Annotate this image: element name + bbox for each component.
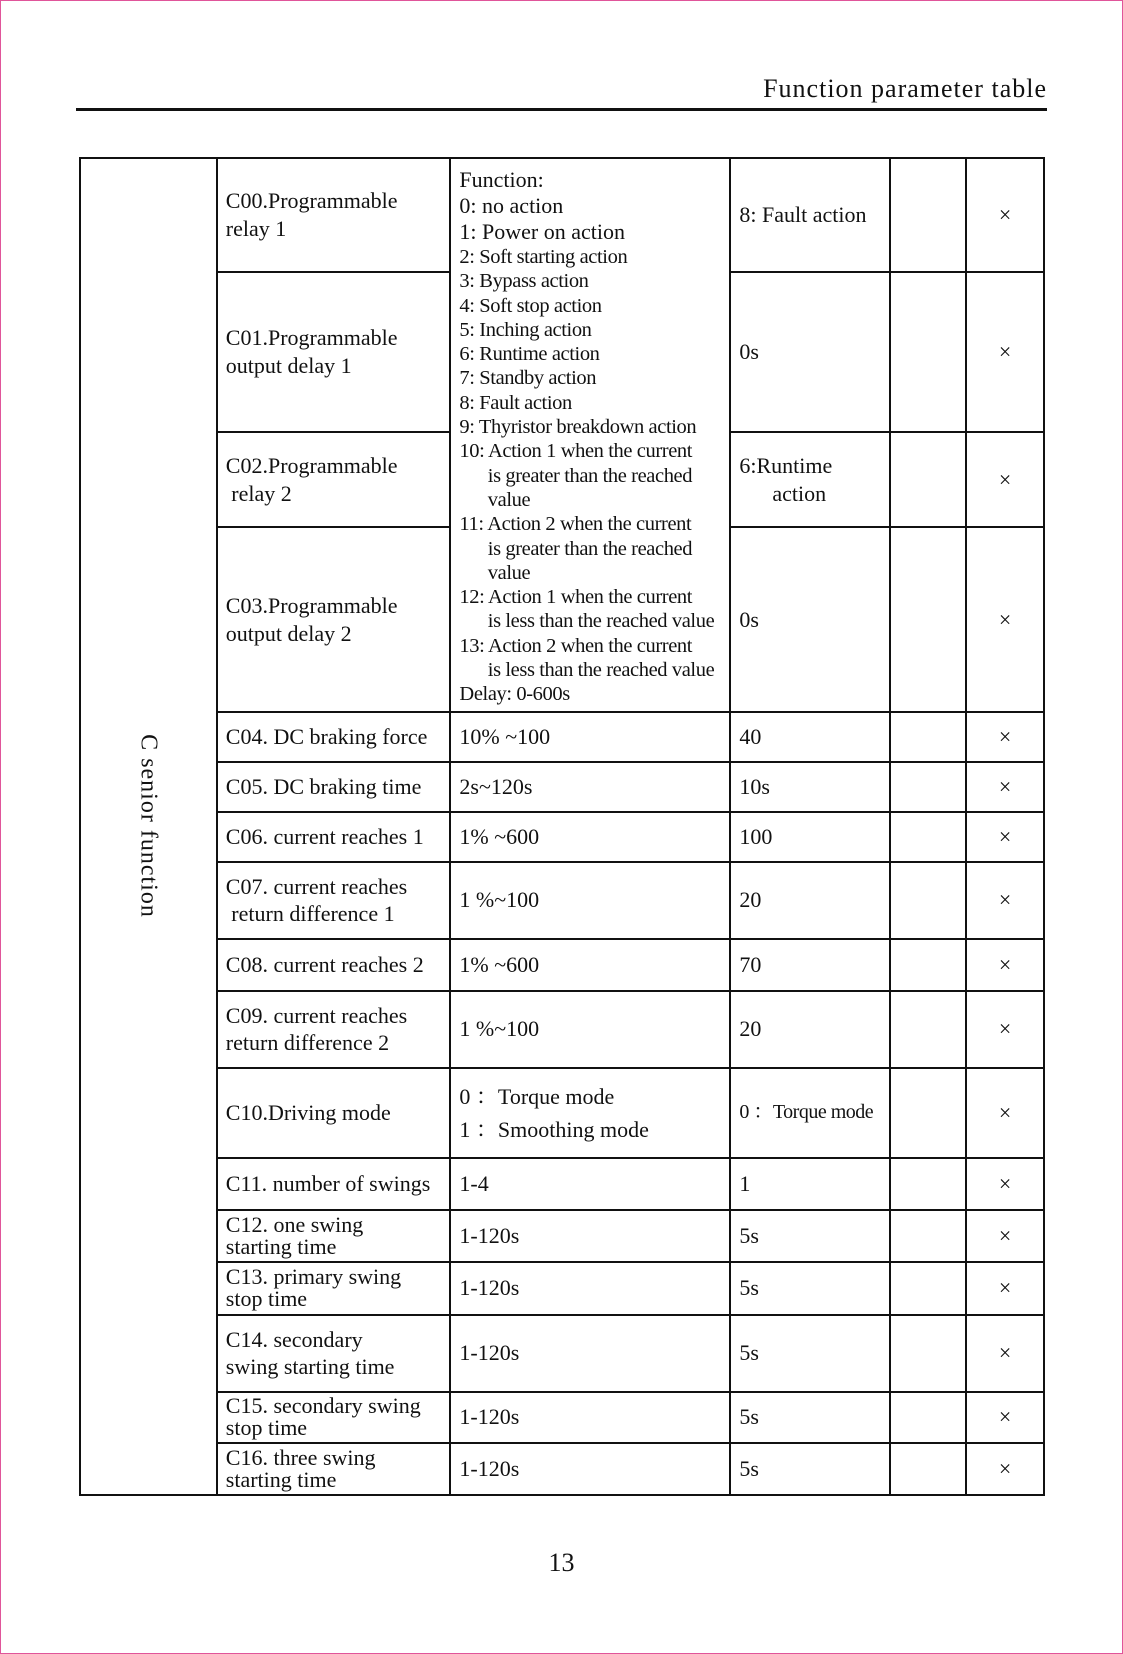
page-number: 13 <box>548 1548 575 1577</box>
param-name: C08. current reaches 2 <box>217 939 451 991</box>
modify-mark: × <box>966 1262 1044 1315</box>
table-row <box>80 158 1044 272</box>
page-header-title: Function parameter table <box>763 74 1047 103</box>
param-range: 1-120s <box>450 1392 730 1443</box>
modify-mark: × <box>966 272 1044 433</box>
default-value: 5s <box>730 1392 890 1443</box>
default-value: 20 <box>730 991 890 1068</box>
param-name: C06. current reaches 1 <box>217 812 451 862</box>
default-value: 5s <box>730 1262 890 1315</box>
default-value: 8: Fault action <box>730 158 890 272</box>
modify-mark: × <box>966 1443 1044 1495</box>
param-name: C05. DC braking time <box>217 762 451 812</box>
default-value: 0 ：Torque mode <box>730 1068 890 1158</box>
param-range: 0 ：Torque mode 1 ：Smoothing mode <box>450 1068 730 1158</box>
modify-mark: × <box>966 1158 1044 1210</box>
table-row <box>80 762 1044 812</box>
empty-cell <box>890 1315 966 1392</box>
empty-cell <box>890 1392 966 1443</box>
table-row <box>80 812 1044 862</box>
default-value: 6:Runtime action <box>730 432 890 527</box>
table-row <box>80 1392 1044 1443</box>
default-value: 5s <box>730 1443 890 1495</box>
default-value: 0s <box>730 527 890 711</box>
param-range: 1% ~600 <box>450 812 730 862</box>
header-rule <box>76 108 1047 111</box>
modify-mark: × <box>966 991 1044 1068</box>
table-row <box>80 1443 1044 1495</box>
param-range: 1-4 <box>450 1158 730 1210</box>
modify-mark: × <box>966 158 1044 272</box>
default-value: 5s <box>730 1315 890 1392</box>
modify-mark: × <box>966 1068 1044 1158</box>
empty-cell <box>890 991 966 1068</box>
param-range: 1% ~600 <box>450 939 730 991</box>
param-name: C04. DC braking force <box>217 712 451 762</box>
default-value: 100 <box>730 812 890 862</box>
param-range: 10% ~100 <box>450 712 730 762</box>
modify-mark: × <box>966 862 1044 939</box>
param-range: 1-120s <box>450 1443 730 1495</box>
table-row <box>80 1068 1044 1158</box>
empty-cell <box>890 762 966 812</box>
default-value: 5s <box>730 1210 890 1262</box>
modify-mark: × <box>966 939 1044 991</box>
table-row <box>80 862 1044 939</box>
table-row <box>80 939 1044 991</box>
modify-mark: × <box>966 762 1044 812</box>
empty-cell <box>890 1262 966 1315</box>
empty-cell <box>890 862 966 939</box>
param-name: C11. number of swings <box>217 1158 451 1210</box>
modify-mark: × <box>966 432 1044 527</box>
default-value: 0s <box>730 272 890 433</box>
default-value: 70 <box>730 939 890 991</box>
modify-mark: × <box>966 527 1044 711</box>
param-name: C14. secondary swing starting time <box>217 1315 451 1392</box>
default-value: 40 <box>730 712 890 762</box>
empty-cell <box>890 1443 966 1495</box>
param-name: C00.Programmable relay 1 <box>217 158 451 272</box>
empty-cell <box>890 527 966 711</box>
default-value: 1 <box>730 1158 890 1210</box>
param-name: C01.Programmable output delay 1 <box>217 272 451 433</box>
param-name: C13. primary swing stop time <box>217 1262 451 1315</box>
function-options-list <box>450 158 730 712</box>
group-label: C senior function <box>135 734 162 919</box>
function-heading: Function: <box>459 167 544 192</box>
default-value: 10s <box>730 762 890 812</box>
table-row <box>80 1262 1044 1315</box>
param-range: 1 %~100 <box>450 862 730 939</box>
empty-cell <box>890 272 966 433</box>
param-range: 2s~120s <box>450 762 730 812</box>
group-cell <box>80 158 217 1495</box>
table-row <box>80 1158 1044 1210</box>
empty-cell <box>890 1158 966 1210</box>
param-name: C07. current reaches return difference 1 <box>217 862 451 939</box>
empty-cell <box>890 812 966 862</box>
param-name: C12. one swing starting time <box>217 1210 451 1262</box>
function-lines: 2: Soft starting action 3: Bypass action 4: Soft stop action 5: Inching action 6: Runtime action 7: Standby action 8: Fault action 9: Thyristor breakdown action 10: Action 1 when the current is greater than the reached value 11: Action 2 when the current is greater than the reached value 12: Action 1 when the current is less than the reached value 13: Action 2 when the current is less than the reached value Delay: 0-600s <box>459 246 715 706</box>
table-row <box>80 991 1044 1068</box>
param-name: C10.Driving mode <box>217 1068 451 1158</box>
param-name: C03.Programmable output delay 2 <box>217 527 451 711</box>
param-range: 1-120s <box>450 1262 730 1315</box>
param-range: 1 %~100 <box>450 991 730 1068</box>
parameter-table <box>79 157 1045 1496</box>
param-range: 1-120s <box>450 1210 730 1262</box>
modify-mark: × <box>966 812 1044 862</box>
function-lines-lead: 0: no action 1: Power on action <box>459 193 626 244</box>
table-row <box>80 1210 1044 1262</box>
param-name: C15. secondary swing stop time <box>217 1392 451 1443</box>
table-row <box>80 1315 1044 1392</box>
table-row <box>80 712 1044 762</box>
empty-cell <box>890 432 966 527</box>
modify-mark: × <box>966 1210 1044 1262</box>
param-range: 1-120s <box>450 1315 730 1392</box>
modify-mark: × <box>966 1392 1044 1443</box>
empty-cell <box>890 158 966 272</box>
modify-mark: × <box>966 1315 1044 1392</box>
empty-cell <box>890 712 966 762</box>
empty-cell <box>890 939 966 991</box>
default-value: 20 <box>730 862 890 939</box>
param-name: C09. current reaches return difference 2 <box>217 991 451 1068</box>
modify-mark: × <box>966 712 1044 762</box>
param-name: C02.Programmable relay 2 <box>217 432 451 527</box>
empty-cell <box>890 1068 966 1158</box>
empty-cell <box>890 1210 966 1262</box>
param-name: C16. three swing starting time <box>217 1443 451 1495</box>
